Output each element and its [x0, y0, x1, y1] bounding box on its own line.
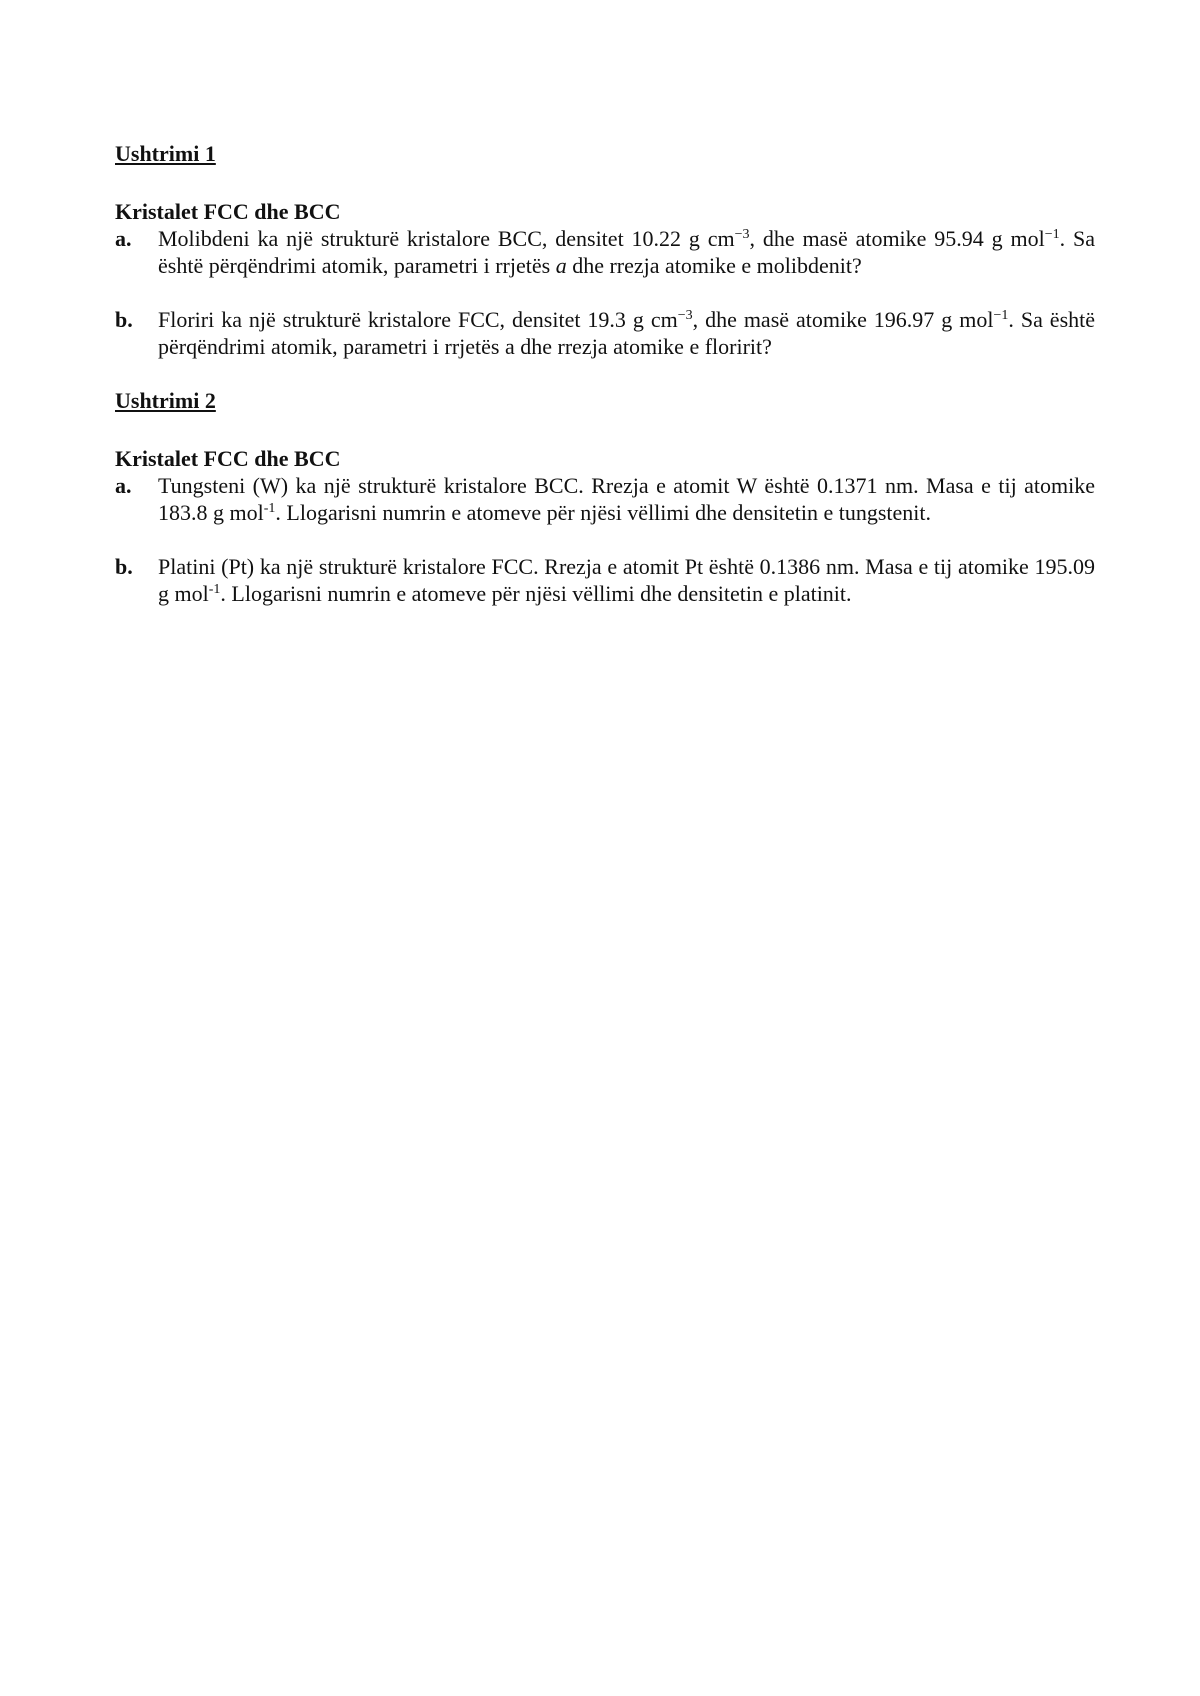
item-label: b.: [115, 307, 133, 332]
exercise-item: [115, 225, 1095, 279]
item-text: Floriri ka një strukturë kristalore FCC, densitet 19.3 g $cm^{-3}$, dhe masë atomike 196.97 g mol$^{-1}$. Sa është përqëndrimi atomik, parametri i rrjetës a dhe rrezja atomike e floririt?: [158, 307, 1096, 359]
superscript: −3: [734, 227, 750, 242]
exercise-item: [115, 553, 1095, 607]
variable: a: [555, 253, 567, 278]
superscript: −1: [1044, 227, 1060, 242]
item-text: Tungsteni (W) ka një strukturë kristalore BCC. Rrezja e atomit W është 0.1371 nm. Masa e tij atomike 183.8 g mol$^{-1}$. Llogarisni numrin e atomeve për njësi vëllimi dhe densitetin e tungstenit.: [158, 473, 1095, 525]
item-label: a.: [115, 226, 132, 251]
superscript: -1: [208, 582, 221, 597]
superscript: −1: [993, 308, 1009, 323]
exercise-item: [115, 306, 1095, 360]
exercise-item: [115, 472, 1095, 526]
section-title: Kristalet FCC dhe BCC: [115, 199, 341, 224]
exercise-title: Ushtrimi 1: [115, 141, 216, 166]
exercise-2: [115, 387, 1095, 607]
item-text: Molibdeni ka një strukturë kristalore BCC, densitet 10.22 g $cm^{-3}$, dhe masë atomike 95.94 g mol$^{-1}$. Sa është përqëndrimi atomik, parametri i rrjetës a dhe rrezja atomike e molibdenit?: [158, 226, 1095, 278]
item-label: b.: [115, 554, 133, 579]
superscript: -1: [263, 501, 276, 516]
exercise-1: [115, 140, 1095, 360]
superscript: −3: [677, 308, 693, 323]
exercise-title: Ushtrimi 2: [115, 388, 216, 413]
section-title: Kristalet FCC dhe BCC: [115, 446, 341, 471]
item-label: a.: [115, 473, 132, 498]
item-text: Platini (Pt) ka një strukturë kristalore FCC. Rrezja e atomit Pt është 0.1386 nm. Masa e tij atomike 195.09 g mol$^{-1}$. Llogarisni numrin e atomeve për njësi vëllimi dhe densitetin e platinit.: [158, 554, 1095, 606]
document-body: [115, 140, 1095, 607]
